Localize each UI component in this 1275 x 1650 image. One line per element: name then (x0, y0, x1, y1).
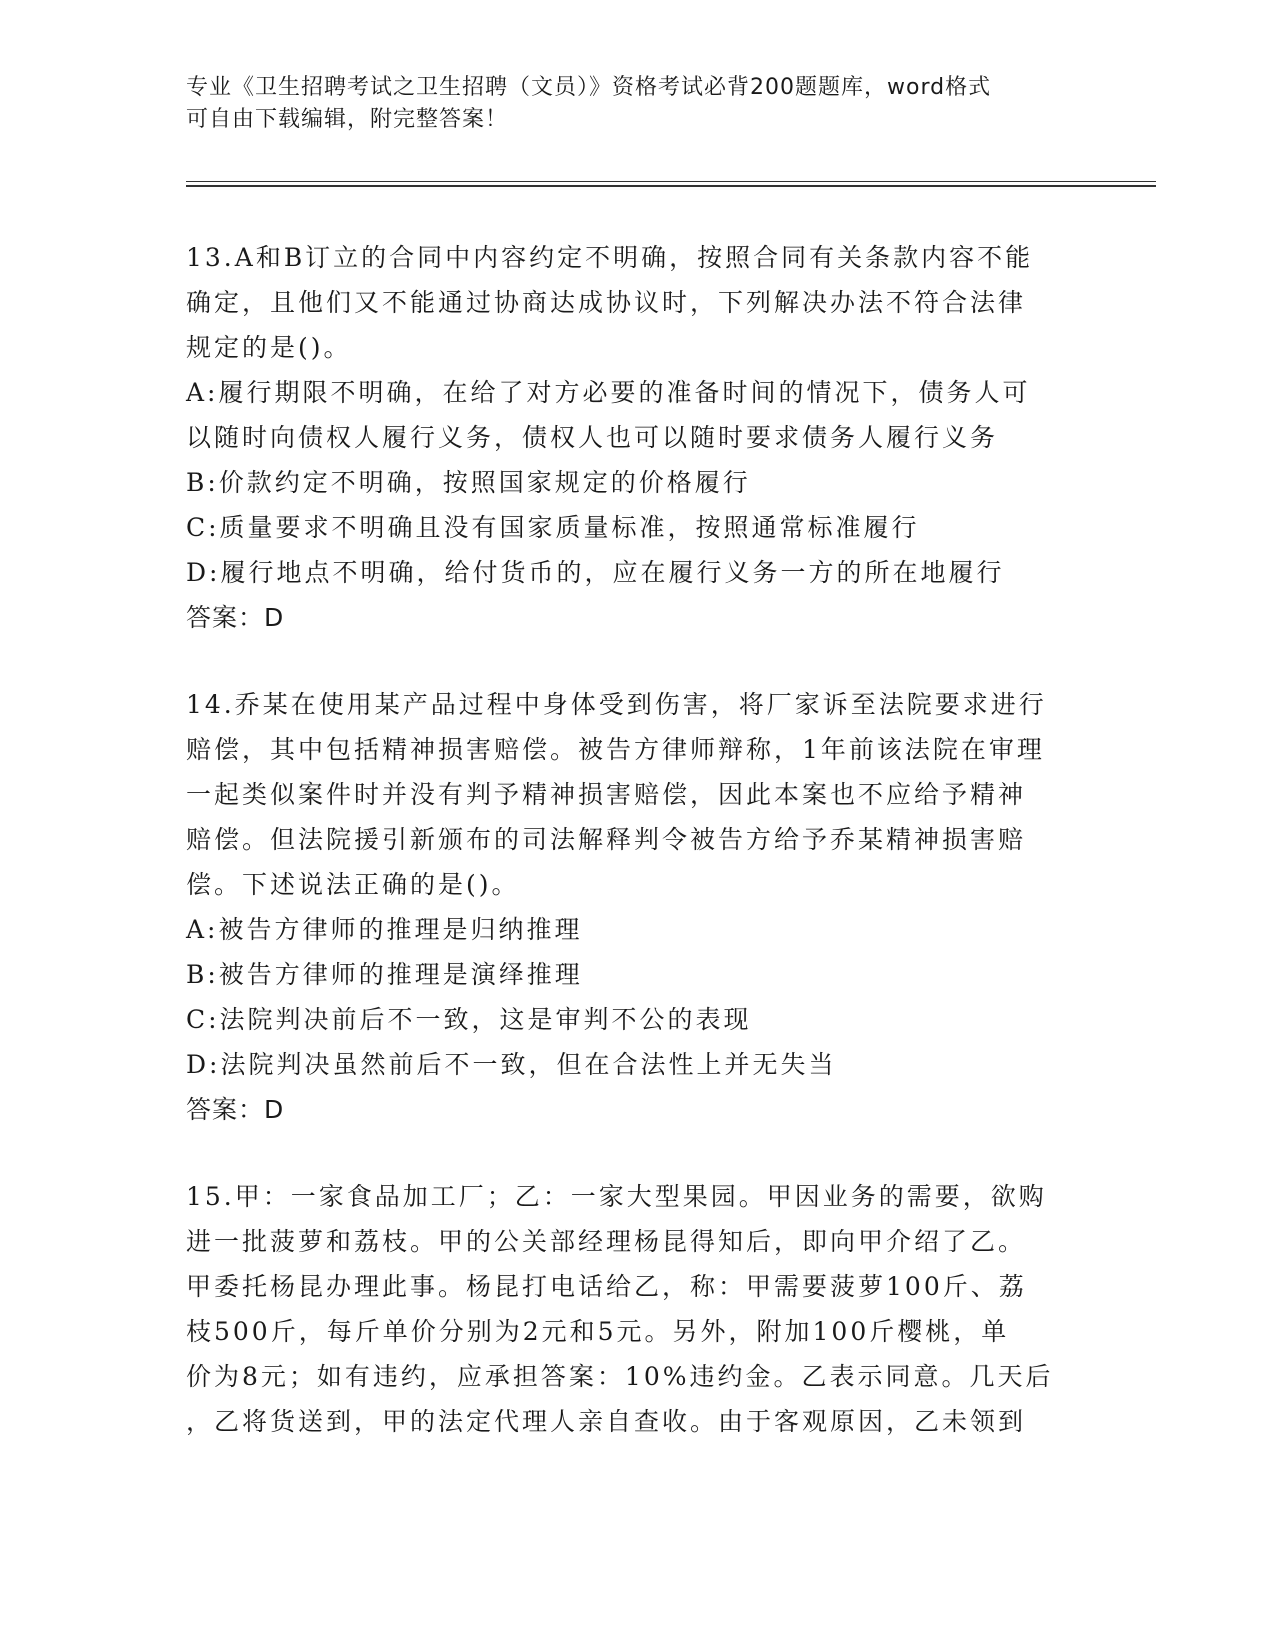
question-stem-line: 价为8元；如有违约，应承担答案：10%违约金。乙表示同意。几天后 (186, 1362, 1054, 1391)
question-stem-line: 确定，且他们又不能通过协商达成协议时，下列解决办法不符合法律 (186, 288, 1027, 317)
option-c: C:法院判决前后不一致，这是审判不公的表现 (186, 1005, 752, 1034)
question-stem-line: 14.乔某在使用某产品过程中身体受到伤害，将厂家诉至法院要求进行 (186, 690, 1047, 719)
question-15 (186, 1174, 1086, 1444)
question-stem-line: 偿。下述说法正确的是()。 (186, 870, 520, 899)
header-divider (186, 181, 1156, 182)
answer-label: 答案：D (186, 1095, 285, 1124)
question-stem-line: ，乙将货送到，甲的法定代理人亲自查收。由于客观原因，乙未领到 (186, 1407, 1027, 1436)
header-divider (186, 185, 1156, 187)
answer-label: 答案：D (186, 603, 285, 632)
question-stem-line: 赔偿，其中包括精神损害赔偿。被告方律师辩称，1年前该法院在审理 (186, 735, 1045, 764)
option-c: C:质量要求不明确且没有国家质量标准，按照通常标准履行 (186, 513, 920, 542)
question-stem-line: 15.甲：一家食品加工厂；乙：一家大型果园。甲因业务的需要，欲购 (186, 1182, 1047, 1211)
question-stem-line: 甲委托杨昆办理此事。杨昆打电话给乙，称：甲需要菠萝100斤、荔 (186, 1272, 1027, 1301)
option-d: D:履行地点不明确，给付货币的，应在履行义务一方的所在地履行 (186, 558, 1005, 587)
option-b: B:价款约定不明确，按照国家规定的价格履行 (186, 468, 751, 497)
question-stem-line: 规定的是()。 (186, 333, 352, 362)
option-b: B:被告方律师的推理是演绎推理 (186, 960, 583, 989)
document-header (186, 72, 1066, 136)
question-stem-line: 枝500斤，每斤单价分别为2元和5元。另外，附加100斤樱桃，单 (186, 1317, 1010, 1346)
question-13 (186, 235, 1086, 640)
header-line: 可自由下载编辑，附完整答案！ (186, 107, 509, 132)
question-stem-line: 一起类似案件时并没有判予精神损害赔偿，因此本案也不应给予精神 (186, 780, 1027, 809)
question-stem-line: 赔偿。但法院援引新颁布的司法解释判令被告方给予乔某精神损害赔 (186, 825, 1027, 854)
question-list (186, 235, 1086, 1486)
option-d: D:法院判决虽然前后不一致，但在合法性上并无失当 (186, 1050, 837, 1079)
header-line: 专业《卫生招聘考试之卫生招聘（文员）》资格考试必背200题题库，word格式 (186, 75, 992, 100)
option-a-continued: 以随时向债权人履行义务，债权人也可以随时要求债务人履行义务 (186, 423, 999, 452)
question-stem-line: 13.A和B订立的合同中内容约定不明确，按照合同有关条款内容不能 (186, 243, 1034, 272)
question-14 (186, 682, 1086, 1132)
option-a: A:被告方律师的推理是归纳推理 (186, 915, 583, 944)
question-stem-line: 进一批菠萝和荔枝。甲的公关部经理杨昆得知后，即向甲介绍了乙。 (186, 1227, 1027, 1256)
option-a: A:履行期限不明确，在给了对方必要的准备时间的情况下，债务人可 (186, 378, 1031, 407)
